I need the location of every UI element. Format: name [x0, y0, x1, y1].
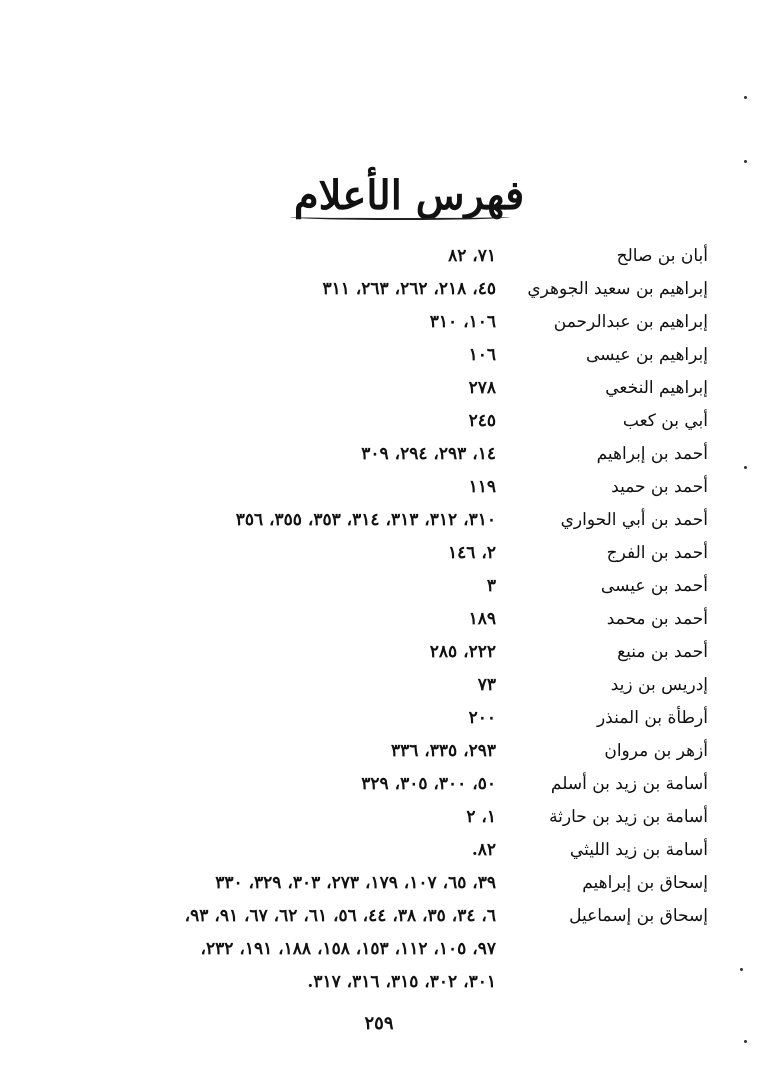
entry-name: إسحاق بن إسماعيل	[569, 906, 708, 926]
entry-pages: ٣٠١، ٣٠٢، ٣١٥، ٣١٦، ٣١٧.	[307, 972, 496, 992]
entry-pages: ١١٩	[468, 477, 496, 497]
entry-pages: ٣١٠، ٣١٢، ٣١٣، ٣١٤، ٣٥٣، ٣٥٥، ٣٥٦	[235, 510, 496, 530]
index-entry-continuation	[0, 970, 758, 1003]
entry-name: إسحاق بن إبراهيم	[582, 873, 708, 893]
index-entry	[0, 673, 758, 706]
index-entry	[0, 244, 758, 277]
index-entry	[0, 838, 758, 871]
index-entry	[0, 442, 758, 475]
index-entry	[0, 343, 758, 376]
entry-name: أزهر بن مروان	[604, 741, 708, 761]
title-flourish	[290, 214, 510, 220]
index-entry	[0, 739, 758, 772]
entry-name: إبراهيم النخعي	[605, 378, 708, 398]
scan-speck	[744, 1040, 747, 1043]
page-number: ٢٥٩	[364, 1013, 394, 1034]
index-entry	[0, 310, 758, 343]
entry-pages: ٢٤٥	[468, 411, 496, 431]
entry-pages: ٧١، ٨٢	[448, 246, 496, 266]
entry-pages: ٦، ٣٤، ٣٥، ٣٨، ٤٤، ٥٦، ٦١، ٦٢، ٦٧، ٩١، ٩٣،	[184, 906, 496, 926]
entry-name: إدريس بن زيد	[610, 675, 708, 695]
page-title: فهرس الأعلام	[293, 172, 525, 219]
index-entry	[0, 475, 758, 508]
entry-name: إبراهيم بن سعيد الجوهري	[527, 279, 708, 299]
index-entry	[0, 508, 758, 541]
index-entry-continuation	[0, 937, 758, 970]
entry-pages: ١، ٢	[466, 807, 496, 827]
entry-pages: ٤٥، ٢١٨، ٢٦٢، ٢٦٣، ٣١١	[322, 279, 496, 299]
index-entry	[0, 640, 758, 673]
entry-pages: ٢٢٢، ٢٨٥	[429, 642, 496, 662]
entry-pages: ٣	[486, 576, 496, 596]
index-entry	[0, 376, 758, 409]
entry-pages: ٣٩، ٦٥، ١٠٧، ١٧٩، ٢٧٣، ٣٠٣، ٣٢٩، ٣٣٠	[215, 873, 496, 893]
entry-pages: ٢٧٨	[468, 378, 496, 398]
entry-name: إبراهيم بن عيسى	[585, 345, 708, 365]
entry-pages: ٧٣	[477, 675, 496, 695]
entry-pages: ١٠٦	[468, 345, 496, 365]
index-entry	[0, 574, 758, 607]
entry-pages: ٩٧، ١٠٥، ١١٢، ١٥٣، ١٥٨، ١٨٨، ١٩١، ٢٣٢،	[200, 939, 496, 959]
entry-name: أحمد بن منيع	[617, 642, 708, 662]
entry-pages: ٢٠٠	[468, 708, 496, 728]
index-entry	[0, 871, 758, 904]
index-entries	[0, 244, 758, 1003]
entry-name: أبان بن صالح	[616, 246, 708, 266]
entry-name: أسامة بن زيد الليثي	[569, 840, 708, 860]
entry-name: أحمد بن حميد	[611, 477, 708, 497]
entry-pages: ٢، ١٤٦	[448, 543, 496, 563]
index-entry	[0, 904, 758, 937]
entry-pages: ١٠٦، ٣١٠	[429, 312, 496, 332]
scan-speck	[740, 968, 743, 971]
index-entry	[0, 277, 758, 310]
index-entry	[0, 541, 758, 574]
index-entry	[0, 772, 758, 805]
entry-name: أحمد بن محمد	[606, 609, 708, 629]
index-entry	[0, 706, 758, 739]
entry-name: أحمد بن عيسى	[600, 576, 708, 596]
index-entry	[0, 409, 758, 442]
scan-speck	[744, 466, 747, 469]
entry-name: أبي بن كعب	[622, 411, 708, 431]
entry-pages: ٢٩٣، ٣٣٥، ٣٣٦	[390, 741, 496, 761]
entry-name: أحمد بن إبراهيم	[596, 444, 708, 464]
entry-name: أسامة بن زيد بن حارثة	[549, 807, 708, 827]
entry-name: أسامة بن زيد بن أسلم	[550, 774, 708, 794]
entry-pages: ٨٢.	[471, 840, 496, 860]
entry-name: أحمد بن الفرج	[606, 543, 708, 563]
scan-speck	[744, 96, 747, 99]
entry-pages: ٥٠، ٣٠٠، ٣٠٥، ٣٢٩	[361, 774, 496, 794]
entry-name: أرطأة بن المنذر	[596, 708, 708, 728]
entry-pages: ١٤، ٢٩٣، ٢٩٤، ٣٠٩	[361, 444, 496, 464]
index-entry	[0, 607, 758, 640]
entry-name: أحمد بن أبي الحواري	[560, 510, 708, 530]
index-entry	[0, 805, 758, 838]
entry-name: إبراهيم بن عبدالرحمن	[553, 312, 708, 332]
scan-speck	[744, 160, 747, 163]
entry-pages: ١٨٩	[468, 609, 496, 629]
